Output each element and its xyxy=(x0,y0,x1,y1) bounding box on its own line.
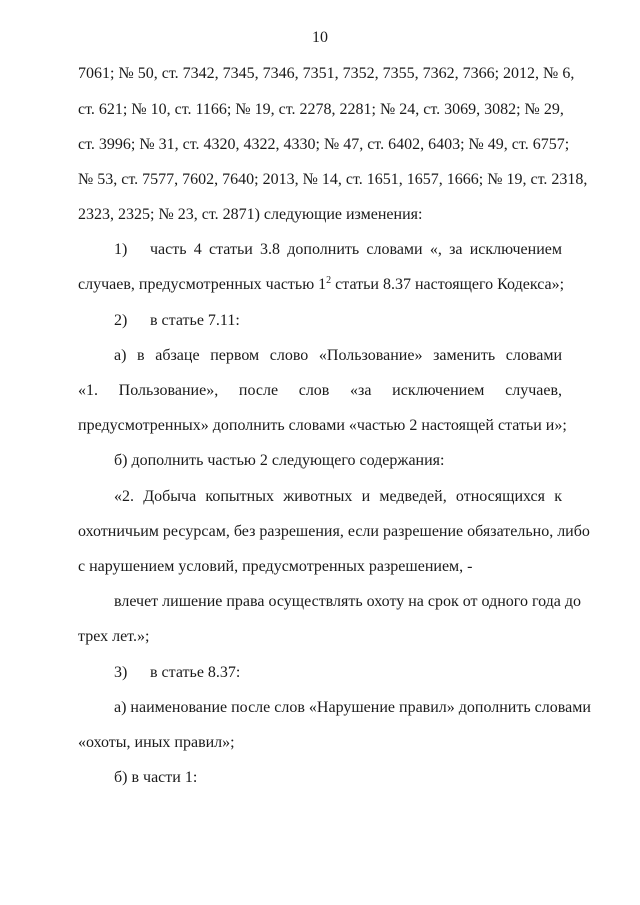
text-line: ст. 3996; № 31, ст. 4320, 4322, 4330; № 47, ст. 6402, 6403; № 49, ст. 6757; xyxy=(78,136,570,153)
superscript: 2 xyxy=(326,275,332,286)
text-line: б) в части 1: xyxy=(114,769,198,786)
text-line: с нарушением условий, предусмотренных разрешением, - xyxy=(78,558,473,575)
text-line: в статье 8.37: xyxy=(150,664,241,681)
list-number: 2) xyxy=(114,312,128,329)
text-line: а) в абзаце первом слово «Пользование» заменить словами xyxy=(114,347,562,364)
text-line xyxy=(78,275,565,295)
text-line: «1. Пользование», после слов «за исключением случаев, xyxy=(78,382,562,399)
text-line: в статье 7.11: xyxy=(150,312,240,329)
text-line: 7061; № 50, ст. 7342, 7345, 7346, 7351, 7352, 7355, 7362, 7366; 2012, № 6, xyxy=(78,65,575,82)
text-line: «охоты, иных правил»; xyxy=(78,734,235,751)
text-line: б) дополнить частью 2 следующего содержания: xyxy=(114,452,445,469)
list-number: 1) xyxy=(114,241,128,258)
text-line: трех лет.»; xyxy=(78,628,150,645)
text-line: влечет лишение права осуществлять охоту на срок от одного года до xyxy=(114,593,582,610)
text-fragment: статьи 8.37 настоящего Кодекса»; xyxy=(331,276,565,293)
text-line: ст. 621; № 10, ст. 1166; № 19, ст. 2278, 2281; № 24, ст. 3069, 3082; № 29, xyxy=(78,101,564,118)
text-line: часть 4 статьи 3.8 дополнить словами «, за исключением xyxy=(150,241,562,258)
text-line: а) наименование после слов «Нарушение правил» дополнить словами xyxy=(114,699,591,716)
text-line: 2323, 2325; № 23, ст. 2871) следующие изменения: xyxy=(78,206,423,223)
text-line: № 53, ст. 7577, 7602, 7640; 2013, № 14, ст. 1651, 1657, 1666; № 19, ст. 2318, xyxy=(78,171,588,188)
text-line: предусмотренных» дополнить словами «частью 2 настоящей статьи и»; xyxy=(78,417,567,434)
text-fragment: случаев, предусмотренных частью 1 xyxy=(78,276,327,293)
text-line: охотничьим ресурсам, без разрешения, если разрешение обязательно, либо xyxy=(78,523,590,540)
text-line: «2. Добыча копытных животных и медведей, относящихся к xyxy=(114,488,562,505)
page-number: 10 xyxy=(312,29,328,46)
list-number: 3) xyxy=(114,664,128,681)
